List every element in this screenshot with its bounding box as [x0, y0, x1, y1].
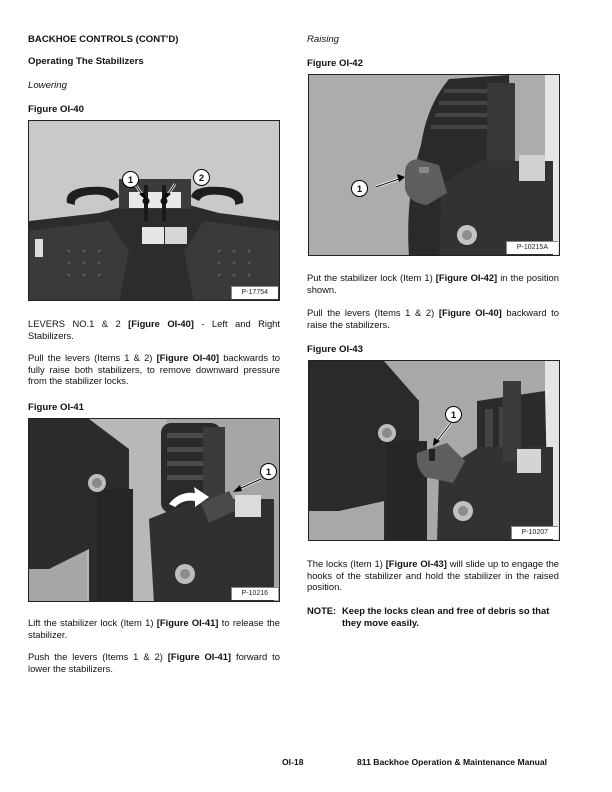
note-block: [307, 605, 559, 628]
paragraph-push-levers: [28, 651, 280, 674]
paragraph-pull-levers-raise: [307, 307, 559, 330]
subsection-title: Operating The Stabilizers: [28, 56, 144, 67]
text: to release the stabilizer.: [28, 617, 280, 640]
page-number: OI-18: [282, 757, 304, 767]
callout-1: 1: [260, 463, 277, 480]
paragraph-levers: [28, 318, 280, 341]
photo-id-p-17754: P-17754: [231, 286, 278, 299]
figure-oi-40-photo: [28, 120, 280, 301]
figure-ref: [Figure OI-40]: [128, 318, 194, 329]
figure-ref: [Figure OI-41]: [156, 617, 219, 628]
text: Pull the levers (Items 1 & 2): [307, 307, 439, 318]
text: Put the stabilizer lock (Item 1): [307, 272, 436, 283]
text: The locks (Item 1): [307, 558, 386, 569]
note-label: NOTE:: [307, 605, 337, 616]
lowering-heading: Lowering: [28, 80, 67, 91]
callout-1: 1: [351, 180, 368, 197]
figure-oi-41-photo: [28, 418, 280, 602]
text: LEVERS NO.1 & 2: [28, 318, 129, 329]
stabilizer-lock-lowering-image: [29, 419, 280, 602]
figure-ref: [Figure OI-42]: [435, 272, 498, 283]
note-text: Keep the locks clean and free of debris so that they move easily.: [342, 605, 550, 628]
figure-label-oi-42: Figure OI-42: [307, 58, 363, 69]
text: - Left and Right Stabilizers.: [28, 318, 280, 341]
text: backward to raise the stabilizers.: [307, 307, 559, 330]
text: Lift the stabilizer lock (Item 1): [28, 617, 157, 628]
figure-label-oi-40: Figure OI-40: [28, 104, 84, 115]
callout-2: 2: [193, 169, 210, 186]
figure-label-oi-43: Figure OI-43: [307, 344, 363, 355]
figure-ref: [Figure OI-41]: [167, 651, 232, 662]
photo-id-p-10216: P-10216: [231, 587, 278, 600]
figure-oi-43-photo: [308, 360, 560, 541]
backhoe-control-panel-image: [29, 121, 280, 301]
text: Pull the levers (Items 1 & 2): [28, 352, 157, 363]
callout-1: 1: [122, 171, 139, 188]
text: forward to lower the stabilizers.: [28, 651, 280, 674]
paragraph-put-lock: [307, 272, 559, 295]
callout-1: 1: [445, 406, 462, 423]
figure-label-oi-41: Figure OI-41: [28, 402, 84, 413]
paragraph-locks-engage: [307, 558, 559, 593]
text: backwards to fully raise both stabilizers, to remove downward pressure from the stabilizer locks.: [28, 352, 280, 387]
raising-heading: Raising: [307, 34, 339, 45]
stabilizer-locks-engaged-image: [309, 361, 560, 541]
figure-oi-42-photo: [308, 74, 560, 256]
paragraph-lift-lock: [28, 617, 280, 640]
photo-id-p-10207: P-10207: [511, 526, 558, 539]
stabilizer-lock-raising-image: [309, 75, 560, 256]
text: in the position shown.: [307, 272, 559, 295]
figure-ref: [Figure OI-40]: [156, 352, 220, 363]
manual-title: 811 Backhoe Operation & Maintenance Manual: [357, 757, 548, 767]
paragraph-pull-levers: [28, 352, 280, 387]
photo-id-p-10215a: P-10215A: [506, 241, 558, 254]
figure-ref: [Figure OI-43]: [385, 558, 447, 569]
text: will slide up to engage the hooks of the stabilizer and hold the stabilizer in the raised position.: [307, 558, 559, 593]
section-title: BACKHOE CONTROLS (CONT'D): [28, 34, 179, 45]
text: Push the levers (Items 1 & 2): [28, 651, 168, 662]
figure-ref: [Figure OI-40]: [438, 307, 502, 318]
